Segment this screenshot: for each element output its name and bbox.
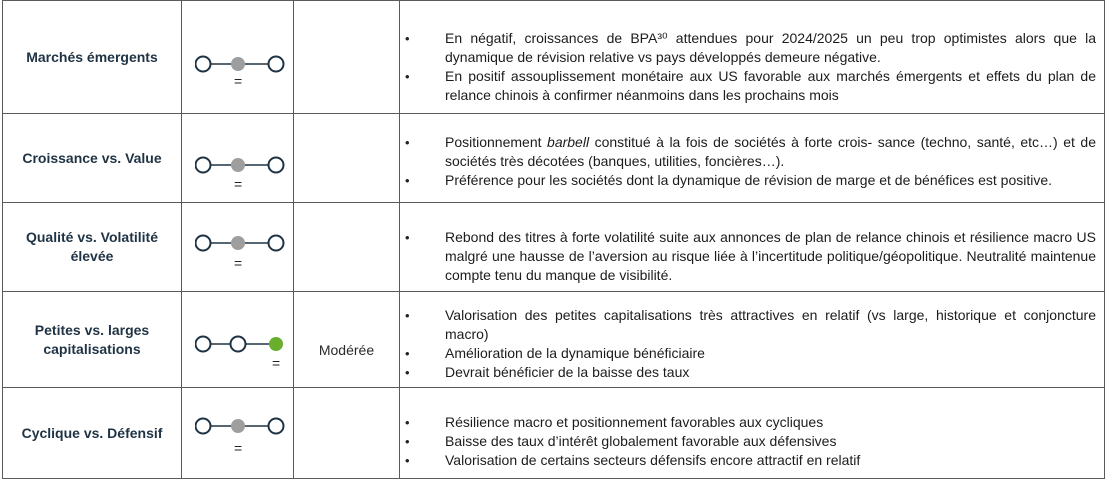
list-item	[400, 133, 1104, 171]
scale-dot	[269, 419, 284, 434]
list-item: • Valorisation des petites capitalisations très attractives en relatif (vs large, historique et conjoncture macro)	[400, 306, 1104, 344]
scale-dot	[269, 57, 284, 72]
list-item: • Valorisation de certains secteurs défensifs encore attractif en relatif	[400, 451, 1104, 470]
level-cell	[294, 1, 400, 114]
rating-scale	[195, 232, 287, 254]
rating-cell	[182, 388, 294, 479]
level-text	[294, 423, 399, 443]
level-text: Modérée	[318, 341, 375, 358]
list-item: • En positif assouplissement monétaire aux US favorable aux marchés émergents et effets du plan de relance chinois à confirmer néanmoins dans les prochains mois	[400, 67, 1104, 105]
level-text	[294, 237, 399, 257]
allocation-table	[2, 0, 1105, 479]
comments-cell	[400, 114, 1105, 203]
list-item: • Devrait bénéficier de la baisse des taux	[400, 363, 1104, 382]
bullet-list	[400, 397, 1104, 470]
scale-dot-selected	[231, 419, 245, 433]
bullet-list	[400, 9, 1104, 105]
table-row	[3, 388, 1105, 479]
level-text	[294, 47, 399, 67]
comments-cell	[400, 1, 1105, 114]
scale-dot	[196, 337, 211, 352]
trend-indicator: =	[234, 440, 243, 456]
list-item: • En négatif, croissances de BPA³⁰ attendues pour 2024/2025 un peu trop optimistes alors que la dynamique de révision relative vs pays développés demeure négative.	[400, 29, 1104, 67]
scale-dot	[196, 419, 211, 434]
rating-cell	[182, 1, 294, 114]
table-row	[3, 203, 1105, 292]
table-row	[3, 1, 1105, 114]
list-item: • Rebond des titres à forte volatilité suite aux annonces de plan de relance chinois et résilience macro US malgré une hausse de l’aversion au risque liée à l’incertitude politique/géopolitique. Neutralité maintenue compte tenu du manque de visibilité.	[400, 228, 1104, 285]
trend-indicator: =	[234, 255, 243, 271]
scale-dot	[196, 57, 211, 72]
trend-indicator: =	[272, 355, 281, 371]
rating-scale	[195, 53, 287, 75]
rating-cell	[182, 292, 294, 388]
trend-indicator: =	[234, 176, 243, 192]
rating-scale	[195, 333, 287, 355]
level-cell	[294, 203, 400, 292]
comments-cell	[400, 292, 1105, 388]
list-item: • Baisse des taux d’intérêt globalement favorable aux défensives	[400, 432, 1104, 451]
row-label: Croissance vs. Value	[3, 114, 182, 203]
text-segment: constitué à la fois de sociétés à forte crois- sance (techno, santé, etc…) et de sociétés très décotées (banques, utilities, foncières…).	[445, 133, 1096, 169]
rating-scale	[195, 154, 287, 176]
bullet-list	[400, 210, 1104, 285]
list-item: • Préférence pour les sociétés dont la dynamique de révision de marge et de bénéfices est positive.	[400, 171, 1104, 190]
comments-cell	[400, 203, 1105, 292]
scale-dot	[196, 158, 211, 173]
list-item: • Amélioration de la dynamique bénéficiaire	[400, 344, 1104, 363]
level-cell	[294, 292, 400, 388]
text-segment: Positionnement	[445, 133, 548, 150]
row-label: Petites vs. larges capitalisations	[3, 292, 182, 388]
scale-dot-selected	[231, 236, 245, 250]
row-label: Marchés émergents	[3, 1, 182, 114]
table-row	[3, 292, 1105, 388]
row-label: Qualité vs. Volatilité élevée	[3, 203, 182, 292]
bullet-list	[400, 297, 1104, 382]
scale-dot-selected	[231, 158, 245, 172]
scale-dot	[269, 236, 284, 251]
row-label: Cyclique vs. Défensif	[3, 388, 182, 479]
rating-scale	[195, 415, 287, 437]
table-row	[3, 114, 1105, 203]
level-text	[294, 148, 399, 168]
level-cell	[294, 388, 400, 479]
level-cell	[294, 114, 400, 203]
scale-dot-selected	[231, 57, 245, 71]
comments-cell	[400, 388, 1105, 479]
scale-dot	[269, 158, 284, 173]
scale-dot	[231, 337, 246, 352]
trend-indicator: =	[234, 73, 243, 89]
scale-dot-selected	[269, 337, 283, 351]
rating-cell	[182, 203, 294, 292]
emphasis-text: barbell	[547, 133, 590, 150]
list-item: • Résilience macro et positionnement favorables aux cycliques	[400, 413, 1104, 432]
scale-dot	[196, 236, 211, 251]
rating-cell	[182, 114, 294, 203]
bullet-list	[400, 127, 1104, 190]
